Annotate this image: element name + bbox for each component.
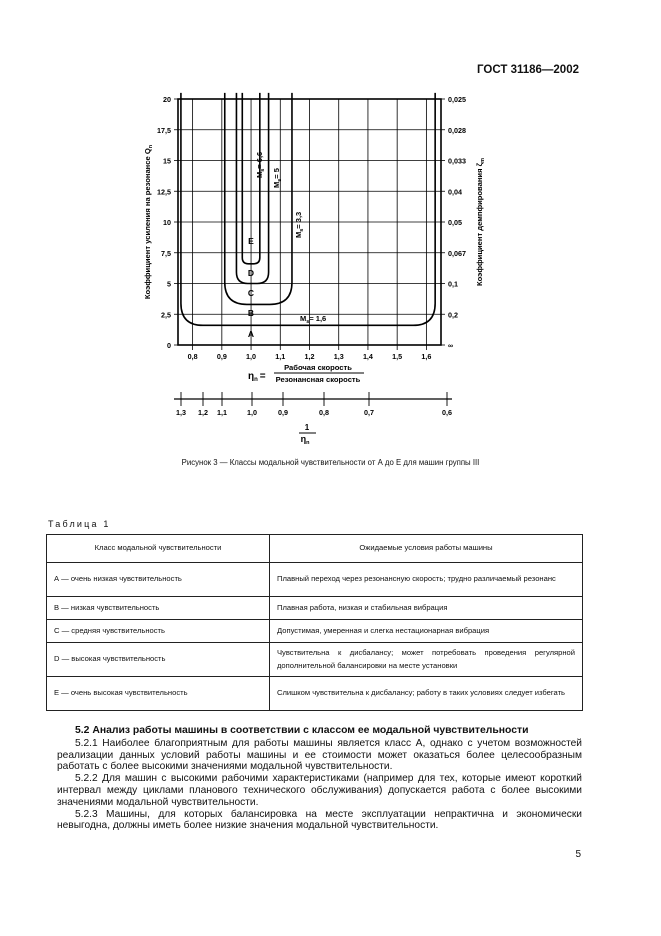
curve-label-3-3: $M_s= 3,3$ — [294, 211, 305, 238]
paragraph-5-2-3: 5.2.3 Машины, для которых балансировка на месте эксплуатации непрактична и экономически невыгодна, должны иметь более низкие значения модальной чувствительности. — [57, 808, 582, 832]
table-row — [47, 597, 583, 620]
series-curve-2 — [236, 93, 268, 284]
y2-tick-label: 0,033 — [448, 156, 466, 166]
paragraph-5-2-2: 5.2.2 Для машин с высокими рабочими характеристиками (например для тех, которые имеют короткий интервал между циклами планового технического обслуживания) допускается работа с более высокими значениями модальной чувствительности. — [57, 773, 582, 808]
x-tick-label: 1,3 — [333, 352, 344, 361]
svg-text:Рабочая скорость: Рабочая скорость — [284, 363, 352, 372]
class-letter-b: B — [247, 308, 255, 318]
y2-tick-label: 0,04 — [448, 187, 462, 197]
x-tick-label: 1,4 — [362, 352, 373, 361]
y2-axis-ticks — [441, 95, 466, 350]
left-axis-label: Коэффициент усиления на резонансе $Q_n$ — [143, 144, 154, 300]
table-cell-conditions: Слишком чувствительна к дисбалансу; работу в таких условиях следует избегать — [270, 677, 583, 711]
table-cell-conditions: Плавная работа, низкая и стабильная вибрация — [270, 597, 583, 620]
y2-tick-label: ∞ — [448, 341, 454, 350]
y2-tick-label: 0,025 — [448, 95, 466, 104]
table-header-row — [47, 535, 583, 563]
inverse-tick-label: 1,3 — [176, 408, 186, 417]
svg-text:ηn=: $\eta_n$ = — [248, 371, 266, 383]
svg-text:Резонансная скорость: Резонансная скорость — [275, 375, 361, 384]
y2-tick-label: 0,1 — [448, 279, 458, 289]
y-tick-label: 20 — [163, 95, 171, 104]
x-axis-ticks — [188, 345, 432, 361]
x-tick-label: 1,1 — [275, 352, 286, 361]
y-axis-ticks — [157, 95, 178, 350]
x-axis-formula — [248, 363, 364, 384]
table-cell-class: D — высокая чувствительность — [47, 643, 270, 677]
table-header-conditions: Ожидаемые условия работы машины — [270, 535, 583, 563]
x-tick-label: 1,0 — [246, 352, 257, 361]
table-row — [47, 643, 583, 677]
curve-label-1-6: $M_s= 1,6$ — [300, 314, 327, 325]
inverse-tick-label: 1,0 — [247, 408, 257, 417]
x-tick-label: 0,8 — [187, 352, 198, 361]
paragraph-5-2-1: 5.2.1 Наиболее благоприятным для работы машины является класс А, однако с учетом возможностей реализации данных условий работы машины и ее стоимости может оказаться более целесообразным работать с более высокими значениями модальной чувствительности. — [57, 737, 582, 773]
y-tick-label: 0 — [167, 341, 171, 350]
curve-label-6-6: $M_s= 6,6$ — [255, 151, 266, 178]
class-letter-c: C — [247, 288, 255, 298]
table-title: Таблица 1 — [48, 519, 111, 529]
svg-text:ηn: $\eta_n$ — [300, 434, 310, 446]
section-heading: 5.2 Анализ работы машины в соответствии с классом ее модальной чувствительности — [75, 725, 529, 736]
x-tick-label: 1,6 — [421, 352, 432, 361]
y-tick-label: 7,5 — [161, 248, 171, 258]
inverse-axis-ticks — [176, 392, 452, 417]
table-cell-class: Е — очень высокая чувствительность — [47, 677, 270, 711]
inverse-tick-label: 0,8 — [319, 408, 329, 417]
right-axis-label: Коэффициент демпфирования $\zeta_m$ — [475, 157, 486, 287]
sensitivity-table — [46, 534, 583, 711]
figure-caption: Рисунок 3 — Классы модальной чувствительности от А до Е для машин группы III — [181, 458, 480, 467]
x-tick-label: 1,2 — [304, 352, 315, 361]
table-cell-class: В — низкая чувствительность — [47, 597, 270, 620]
y-tick-label: 2,5 — [161, 310, 171, 320]
y2-tick-label: 0,028 — [448, 125, 466, 135]
y-tick-label: 5 — [167, 279, 171, 289]
inverse-tick-label: 0,6 — [442, 408, 452, 417]
class-letter-d: D — [247, 268, 255, 278]
table-cell-conditions: Допустимая, умеренная и слегка нестационарная вибрация — [270, 620, 583, 643]
y2-tick-label: 0,05 — [448, 218, 462, 227]
section-5-2 — [57, 725, 582, 832]
y2-tick-label: 0,2 — [448, 310, 458, 320]
inverse-tick-label: 0,7 — [364, 408, 374, 417]
svg-text:1: 1 — [304, 423, 310, 432]
y-tick-label: 17,5 — [157, 125, 171, 135]
page-number: 5 — [575, 849, 581, 860]
y2-tick-label: 0,067 — [448, 248, 466, 258]
inverse-tick-label: 1,1 — [217, 408, 227, 417]
table-cell-class: С — средняя чувствительность — [47, 620, 270, 643]
chart-grid — [178, 99, 441, 345]
y-tick-label: 10 — [163, 218, 171, 227]
table-header-class: Класс модальной чувствительности — [47, 535, 270, 563]
x-tick-label: 0,9 — [216, 352, 227, 361]
inverse-tick-label: 1,2 — [198, 408, 208, 417]
class-letter-a: A — [247, 329, 255, 339]
table-cell-conditions: Плавный переход через резонансную скорость; трудно различаемый резонанс — [270, 563, 583, 597]
figure-3-chart — [0, 0, 661, 450]
curve-label-5: $M_s= 5$ — [272, 168, 283, 188]
table-row — [47, 563, 583, 597]
table-cell-conditions: Чувствительна к дисбалансу; может потребовать проведения регулярной дополнительной балансировки на месте установки — [270, 643, 583, 677]
table-cell-class: А — очень низкая чувствительность — [47, 563, 270, 597]
y-tick-label: 12,5 — [157, 187, 171, 197]
inverse-axis-label — [299, 423, 316, 446]
document-code: ГОСТ 31186—2002 — [477, 64, 579, 76]
table-row — [47, 620, 583, 643]
series-curve-3 — [225, 93, 292, 305]
table-row — [47, 677, 583, 711]
inverse-tick-label: 0,9 — [278, 408, 288, 417]
x-tick-label: 1,5 — [392, 352, 403, 361]
class-letter-e: E — [248, 236, 254, 246]
y-tick-label: 15 — [163, 156, 171, 166]
